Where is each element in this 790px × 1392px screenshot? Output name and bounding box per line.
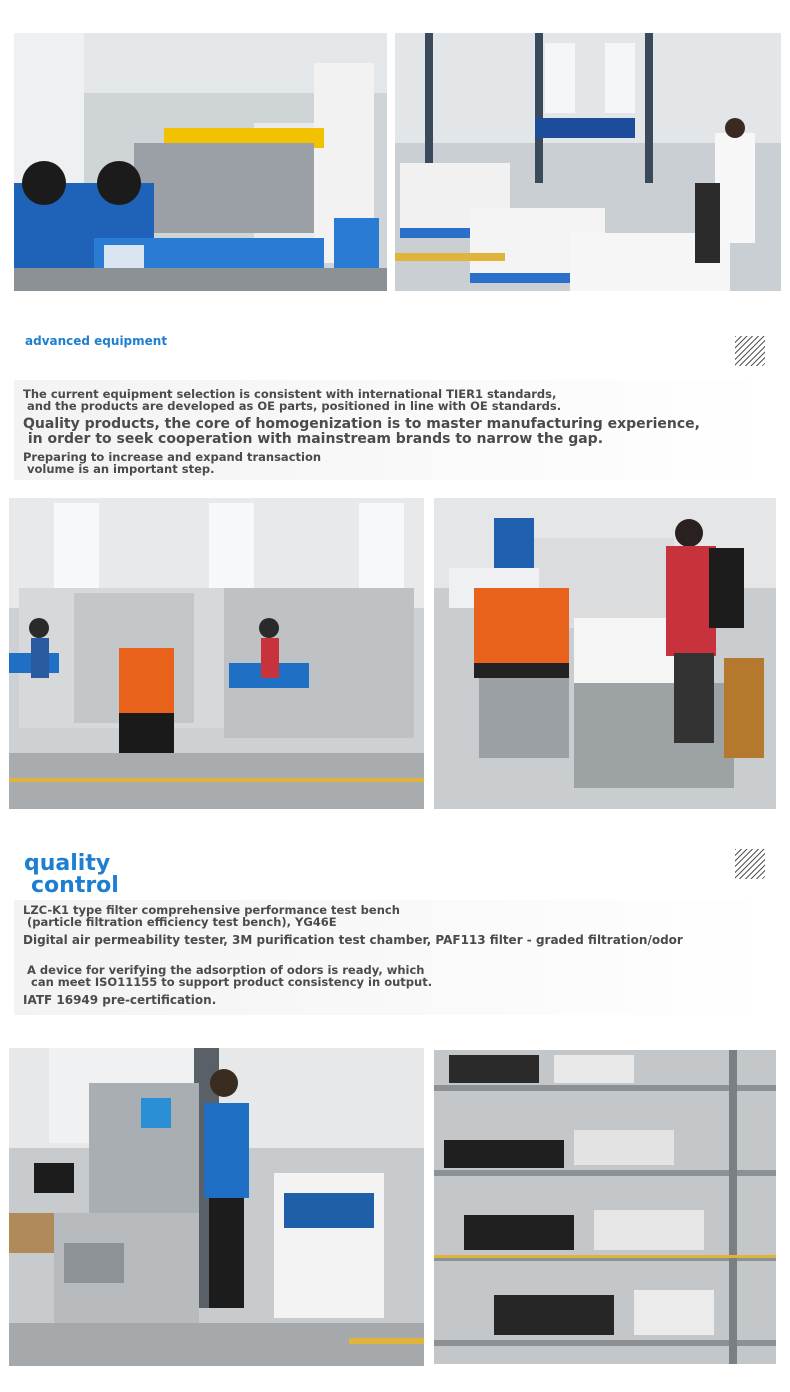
advanced-line-2: and the products are developed as OE parts, positioned in line with OE standards. bbox=[23, 399, 562, 413]
filter-shelves-photo bbox=[434, 1050, 776, 1364]
hatch-pattern-icon bbox=[735, 849, 765, 879]
advanced-equipment-title: advanced equipment bbox=[25, 334, 168, 348]
production-line-photo bbox=[9, 498, 424, 809]
worker-at-machine-photo bbox=[434, 498, 776, 809]
quality-line-5: can meet ISO11155 to support product consistency in output. bbox=[23, 975, 433, 989]
factory-machines-photo bbox=[14, 33, 387, 291]
quality-control-title-line-1: quality bbox=[24, 851, 111, 876]
test-bench-photo bbox=[9, 1048, 424, 1366]
advanced-line-4: in order to seek cooperation with mainstream brands to narrow the gap. bbox=[23, 431, 604, 447]
factory-filter-stacks-photo bbox=[395, 33, 781, 291]
quality-line-4: A device for verifying the adsorption of odors is ready, which bbox=[23, 963, 425, 977]
advanced-line-6: volume is an important step. bbox=[23, 462, 215, 476]
quality-control-title-line-2: control bbox=[31, 873, 119, 898]
quality-line-2: (particle filtration efficiency test bench), YG46E bbox=[23, 915, 337, 929]
quality-line-3: Digital air permeability tester, 3M purification test chamber, PAF113 filter - graded filtration/odor bbox=[23, 933, 683, 947]
quality-line-6: IATF 16949 pre-certification. bbox=[23, 993, 217, 1007]
quality-line-1: LZC-K1 type filter comprehensive performance test bench bbox=[23, 903, 400, 917]
advanced-line-3: Quality products, the core of homogenization is to master manufacturing experience, bbox=[23, 416, 700, 432]
advanced-line-5: Preparing to increase and expand transaction bbox=[23, 450, 322, 464]
advanced-line-1: The current equipment selection is consistent with international TIER1 standards, bbox=[23, 387, 557, 401]
hatch-pattern-icon bbox=[735, 336, 765, 366]
